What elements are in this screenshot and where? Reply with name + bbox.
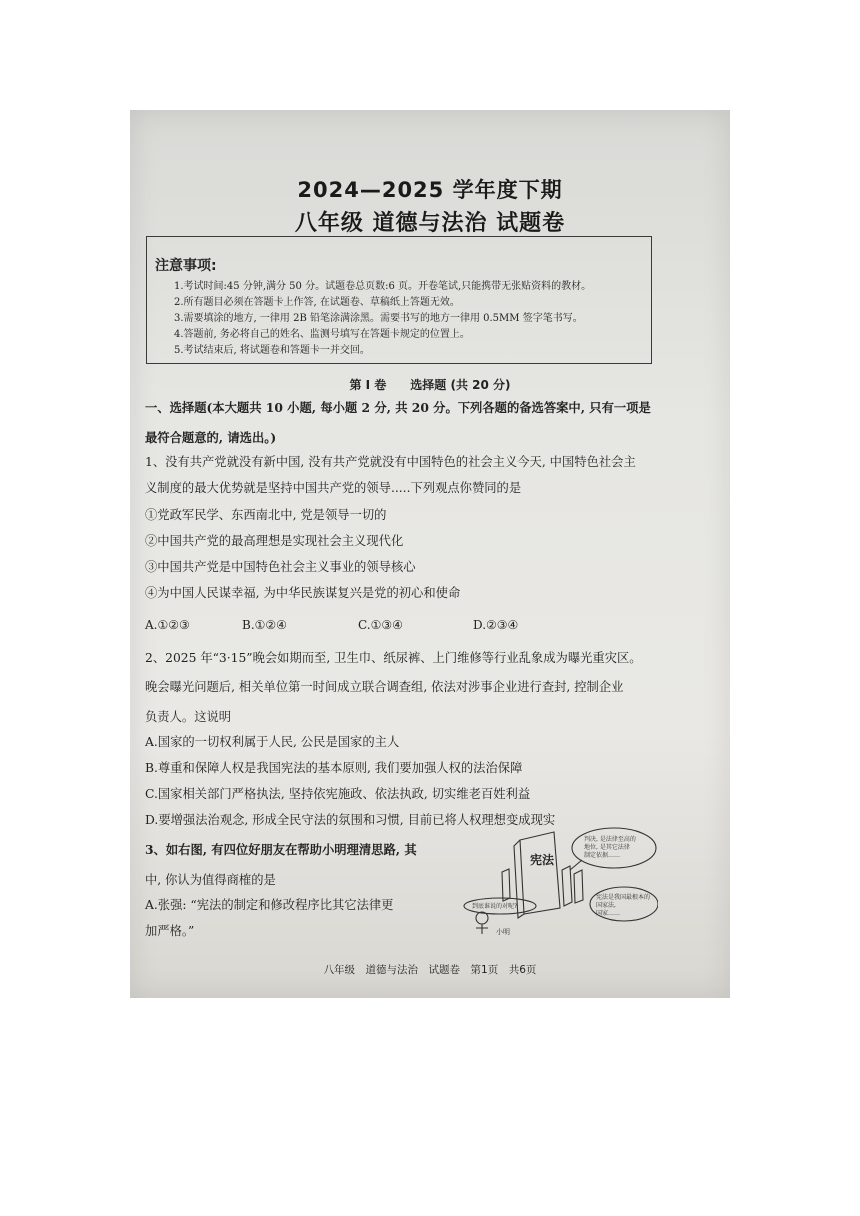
q1-option-b: B.①②④ [242, 618, 287, 632]
notice-item: 3.需要填涂的地方, 一律用 2B 铅笔涂满涂黑。需要书写的地方一律用 0.5MM 签字笔书写。 [174, 313, 583, 324]
q2-option-b: B.尊重和保障人权是我国宪法的基本原则, 我们要加强人权的法治保障 [145, 761, 523, 775]
q1-stem-line: 1、没有共产党就没有新中国, 没有共产党就没有中国特色的社会主义今天, 中国特色社会主 [145, 455, 636, 469]
q2-option-c: C.国家相关部门严格执法, 坚持依宪施政、依法执政, 切实维老百姓利益 [145, 787, 531, 801]
notice-title: 注意事项: [155, 258, 217, 274]
q2-stem-line: 晚会曝光问题后, 相关单位第一时间成立联合调查组, 依法对涉事企业进行查封, 控制企业 [145, 680, 624, 694]
q3-stem-line: 中, 你认为值得商榷的是 [145, 873, 276, 887]
q1-statement: ④为中国人民谋幸福, 为中华民族谋复兴是党的初心和使命 [145, 586, 461, 600]
instructions-line: 最符合题意的, 请选出。) [145, 430, 277, 445]
notice-item: 2.所有题目必须在答题卡上作答, 在试题卷、草稿纸上答题无效。 [174, 297, 460, 308]
q3-stem-line: 3、如右图, 有四位好朋友在帮助小明理清思路, 其 [145, 842, 417, 857]
q1-statement: ③中国共产党是中国特色社会主义事业的领导核心 [145, 560, 416, 574]
q1-statement: ②中国共产党的最高理想是实现社会主义现代化 [145, 534, 404, 548]
q2-option-a: A.国家的一切权利属于人民, 公民是国家的主人 [145, 735, 400, 749]
cartoon-illustration [462, 822, 658, 940]
bubble-tail [570, 860, 582, 870]
instructions-line: 一、选择题(本大题共 10 小题, 每小题 2 分, 共 20 分。下列各题的备选答案中, 只有一项是 [145, 400, 651, 415]
constitution-book [520, 832, 560, 914]
notice-item: 1.考试时间:45 分钟,满分 50 分。试题卷总页数:6 页。开卷笔试,只能携带无张贴资料的教材。 [174, 281, 592, 292]
q1-option-d: D.②③④ [473, 618, 519, 632]
q3-option-a: A.张强: “宪法的制定和修改程序比其它法律更 [145, 898, 394, 912]
small-book [574, 870, 583, 903]
q3-option-a-cont: 加严格。” [145, 924, 195, 938]
notice-item: 5.考试结束后, 将试题卷和答题卡一并交回。 [174, 345, 370, 356]
person-head [476, 912, 488, 924]
q2-stem-line: 负责人。这说明 [145, 710, 232, 724]
page-footer: 八年级 道德与法治 试题卷 第1页 共6页 [323, 964, 537, 976]
person-body [476, 924, 488, 934]
exam-title-year: 2024—2025 学年度下期 [297, 178, 563, 202]
q1-option-c: C.①③④ [358, 618, 403, 632]
exam-title-subject: 八年级 道德与法治 试题卷 [294, 211, 566, 236]
book-label: 宪法 [530, 853, 555, 867]
section-title: 第 I 卷 选择题 (共 20 分) [349, 378, 511, 392]
notice-list [174, 279, 591, 359]
small-book [562, 866, 572, 906]
small-book [502, 869, 510, 901]
q2-option-d: D.要增强法治观念, 形成全民守法的氛围和习惯, 目前已将人权理想变成现实 [145, 813, 556, 827]
bubble-left-text: 到底谁说的对呢? [472, 903, 518, 910]
q1-statement: ①党政军民学、东西南北中, 党是领导一切的 [145, 508, 387, 522]
q1-stem-line: 义制度的最大优势就是坚持中国共产党的领导.....下列观点你赞同的是 [145, 481, 522, 495]
notice-item: 4.答题前, 务必将自己的姓名、监测号填写在答题卡规定的位置上。 [174, 329, 470, 340]
bubble-top-text: 判决, 是法律至高的 地位, 是其它法律 制定依据…… [584, 836, 636, 859]
exam-page-photo [130, 110, 730, 998]
q1-option-a: A.①②③ [145, 618, 190, 632]
person-name: 小明 [496, 928, 510, 936]
notice-box [146, 236, 652, 364]
bubble-right-text: 宪法是我国最根本的 国家法, 国家…… [596, 894, 651, 917]
q2-stem-line: 2、2025 年“3·15”晚会如期而至, 卫生巾、纸尿裤、上门维修等行业乱象成为曝光重灾区。 [145, 651, 642, 665]
